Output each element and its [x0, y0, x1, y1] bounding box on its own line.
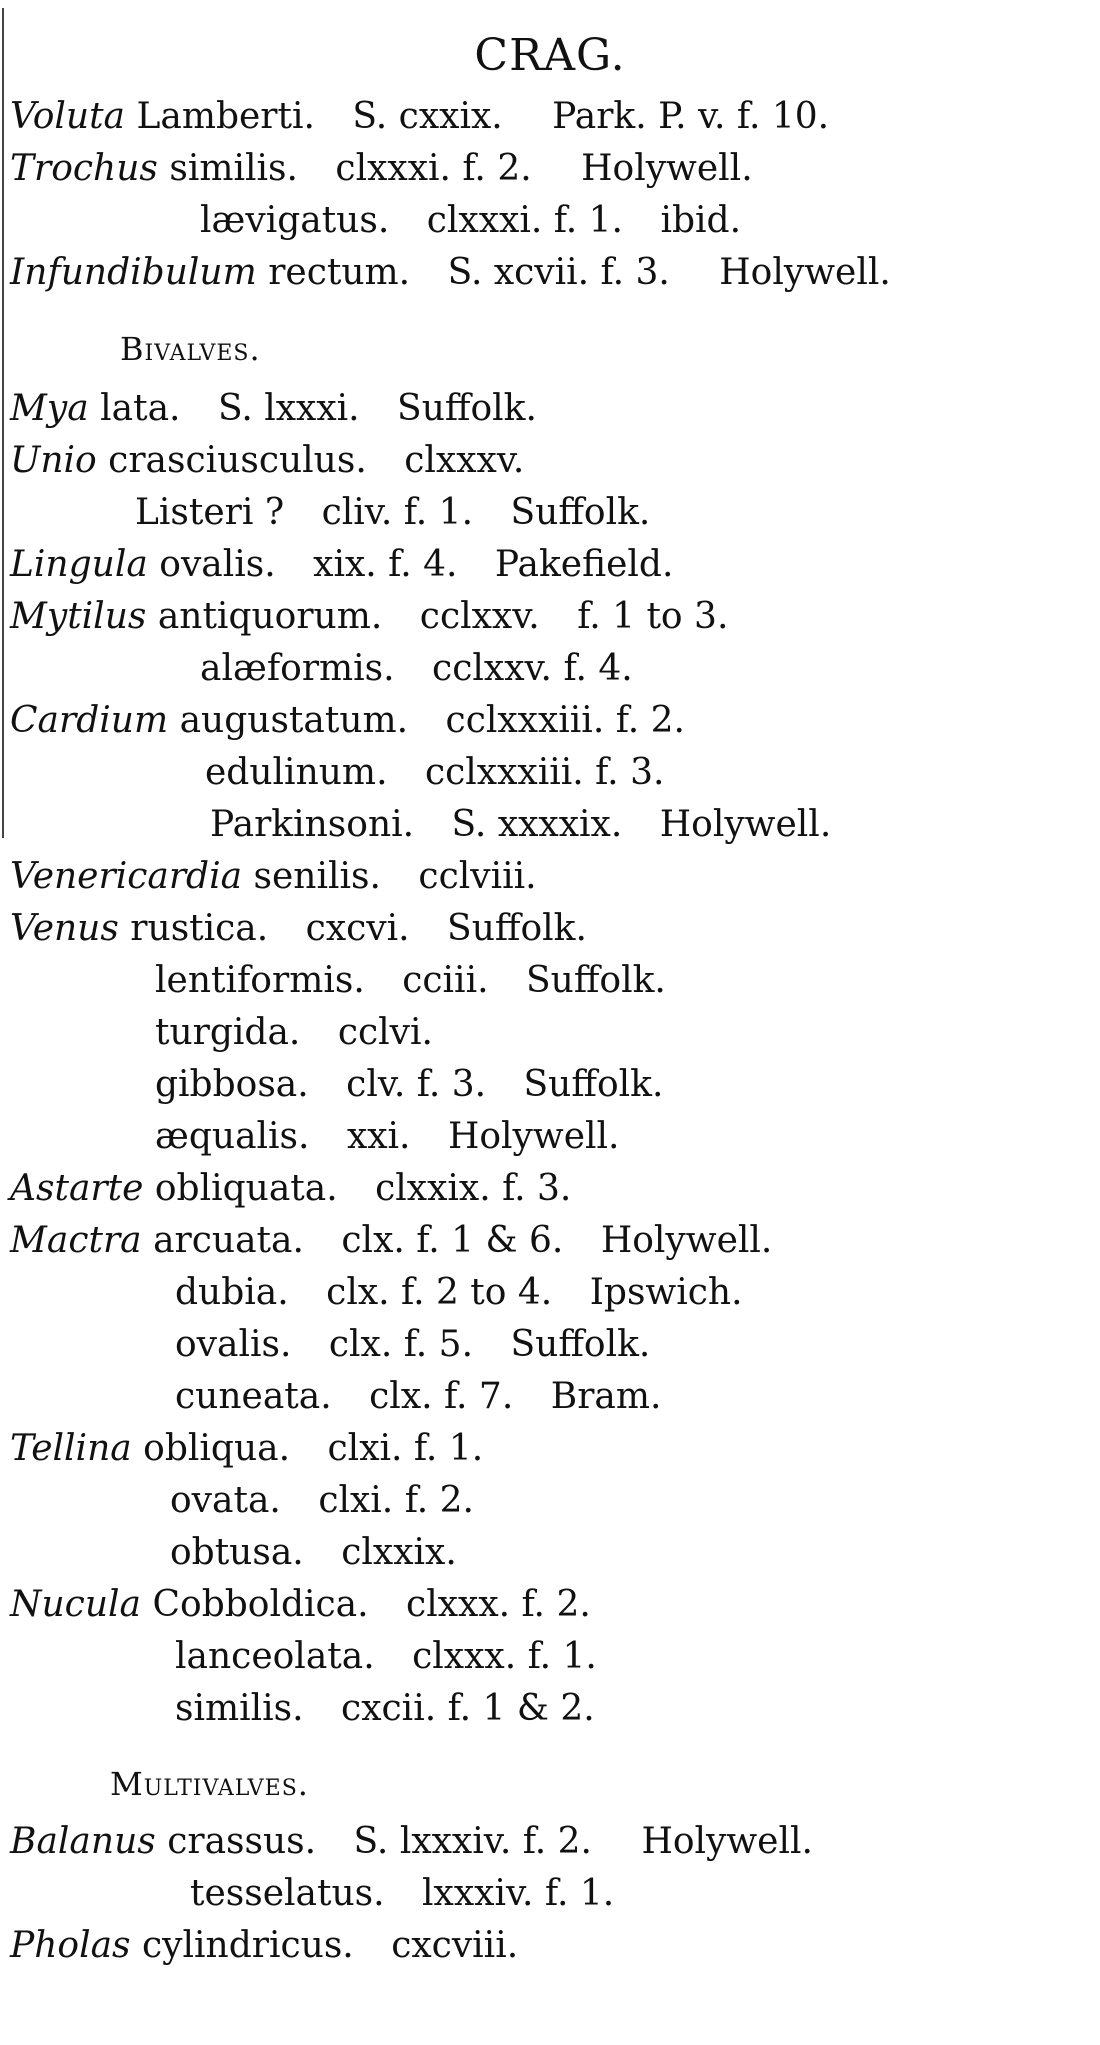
plate-reference: cxcvi. [305, 908, 410, 949]
entry-line [10, 1427, 483, 1471]
locality: Bram. [550, 1376, 662, 1417]
species-name: obliqua. [143, 1428, 291, 1469]
figure-reference: f. 1 to 3. [577, 596, 729, 637]
species-name: Listeri ? [135, 492, 285, 533]
plate-reference: xix. f. 4. [313, 544, 458, 585]
genus-name: Mya [10, 388, 89, 429]
plate-reference: clx. f. 5. [328, 1324, 474, 1365]
species-name: Cobboldica. [152, 1584, 369, 1625]
plate-reference: clv. f. 3. [346, 1064, 487, 1105]
entry-line [175, 1375, 661, 1419]
plate-reference: S. cxxix. [352, 96, 503, 137]
plate-reference: clxxxv. [404, 440, 525, 481]
entry-line [10, 1219, 772, 1263]
species-name: obliquata. [154, 1168, 338, 1209]
species-name: turgida. [155, 1012, 301, 1053]
species-name: similis. [169, 148, 298, 189]
plate-reference: clxxxi. f. 2. [335, 148, 532, 189]
plate-reference: S. xcvii. f. 3. [447, 252, 670, 293]
plate-reference: lxxxiv. f. 1. [422, 1873, 615, 1914]
genus-name: Venus [10, 908, 119, 949]
plate-reference: clxi. f. 2. [318, 1480, 474, 1521]
genus-name: Mytilus [10, 596, 147, 637]
genus-name: Pholas [10, 1925, 131, 1966]
genus-name: Cardium [10, 700, 169, 741]
genus-name: Tellina [10, 1428, 132, 1469]
entry-line [10, 855, 537, 899]
species-name: lentiformis. [155, 960, 365, 1001]
locality: Pakefield. [494, 544, 674, 585]
plate-reference: S. lxxxiv. f. 2. [353, 1821, 592, 1862]
species-name: ovalis. [159, 544, 276, 585]
species-name: dubia. [175, 1272, 289, 1313]
plate-reference: clxi. f. 1. [327, 1428, 484, 1469]
species-name: rustica. [130, 908, 269, 949]
locality: ibid. [660, 200, 742, 241]
species-name: arcuata. [153, 1220, 304, 1261]
genus-name: Lingula [10, 544, 148, 585]
plate-reference: clxxix. [341, 1532, 457, 1573]
species-name: obtusa. [170, 1532, 304, 1573]
species-name: crasciusculus. [108, 440, 367, 481]
locality: Suffolk. [525, 960, 666, 1001]
entry-line [10, 95, 829, 139]
plate-reference: clxxix. f. 3. [375, 1168, 572, 1209]
plate-reference: cliv. f. 1. [321, 492, 474, 533]
species-name: crassus. [167, 1821, 317, 1862]
genus-name: Unio [10, 440, 97, 481]
species-name: lata. [100, 388, 181, 429]
plate-reference: clx. f. 1 & 6. [341, 1220, 564, 1261]
plate-reference: cclxxxiii. f. 2. [445, 700, 685, 741]
genus-name: Voluta [10, 96, 125, 137]
entry-line [210, 803, 831, 847]
locality: Ipswich. [589, 1272, 743, 1313]
locality: Holywell. [719, 252, 891, 293]
entry-line [155, 1115, 619, 1159]
entry-line [10, 595, 728, 639]
section-heading-bivalves: Bivalves. [120, 330, 261, 368]
entry-line [170, 1531, 457, 1575]
locality: Suffolk. [447, 908, 587, 949]
entry-line [10, 387, 537, 431]
species-name: rectum. [268, 252, 411, 293]
species-name: tesselatus. [190, 1873, 385, 1914]
species-name: ovata. [170, 1480, 281, 1521]
plate-reference: cciii. [402, 960, 489, 1001]
entry-line [10, 439, 524, 483]
entry-line [205, 751, 664, 795]
locality: Holywell. [581, 148, 753, 189]
plate-reference: clxxx. f. 1. [412, 1636, 597, 1677]
genus-name: Nucula [10, 1584, 142, 1625]
genus-name: Trochus [10, 148, 158, 189]
species-name: edulinum. [205, 752, 388, 793]
locality: Suffolk. [397, 388, 537, 429]
locality: Holywell. [600, 1220, 773, 1261]
plate-reference: cxcviii. [391, 1925, 519, 1966]
species-name: Parkinsoni. [210, 804, 415, 845]
species-name: æqualis. [155, 1116, 310, 1157]
locality: Suffolk. [510, 1324, 651, 1365]
species-name: augustatum. [179, 700, 409, 741]
plate-reference: clx. f. 2 to 4. [326, 1272, 553, 1313]
entry-line [10, 1924, 518, 1968]
entry-line [135, 491, 650, 535]
species-name: lævigatus. [200, 200, 390, 241]
plate-reference: clxxx. f. 2. [406, 1584, 591, 1625]
entry-line [190, 1872, 614, 1916]
entry-line [10, 1167, 571, 1211]
entry-line [175, 1687, 595, 1731]
species-name: Lamberti. [136, 96, 315, 137]
entry-line [10, 147, 753, 191]
plate-reference: S. lxxxi. [217, 388, 360, 429]
entry-line [10, 1583, 591, 1627]
genus-name: Infundibulum [10, 252, 257, 293]
entry-line [200, 199, 741, 243]
entry-line [10, 251, 891, 295]
species-name: cylindricus. [142, 1925, 354, 1966]
entry-line [170, 1479, 474, 1523]
plate-reference: cclvi. [337, 1012, 433, 1053]
plate-reference: clxxxi. f. 1. [426, 200, 623, 241]
locality: Holywell. [447, 1116, 620, 1157]
species-name: cuneata. [175, 1376, 332, 1417]
species-name: lanceolata. [175, 1636, 375, 1677]
entry-line [10, 543, 673, 587]
margin-rule [2, 8, 4, 838]
plate-reference: xxi. [346, 1116, 411, 1157]
plate-reference: S. xxxxix. [451, 804, 623, 845]
genus-name: Astarte [10, 1168, 144, 1209]
species-name: ovalis. [175, 1324, 292, 1365]
plate-reference: cclxxxiii. f. 3. [424, 752, 665, 793]
entry-line [155, 959, 666, 1003]
plate-reference: cxcii. f. 1 & 2. [341, 1688, 595, 1729]
locality: Suffolk. [523, 1064, 664, 1105]
genus-name: Venericardia [10, 856, 243, 897]
entry-line [175, 1635, 597, 1679]
entry-line [155, 1011, 433, 1055]
species-name: gibbosa. [155, 1064, 309, 1105]
genus-name: Balanus [10, 1821, 156, 1862]
species-name: antiquorum. [157, 596, 383, 637]
locality: Park. P. v. f. 10. [552, 96, 830, 137]
locality: Holywell. [659, 804, 832, 845]
entry-line [10, 1820, 813, 1864]
species-name: senilis. [253, 856, 381, 897]
locality: Suffolk. [510, 492, 651, 533]
entry-line [175, 1323, 650, 1367]
entry-line [175, 1271, 743, 1315]
plate-reference: cclviii. [418, 856, 537, 897]
plate-reference: cclxxv. f. 4. [432, 648, 633, 689]
entry-line [200, 647, 633, 691]
plate-reference: cclxxv. [419, 596, 540, 637]
locality: Holywell. [641, 1821, 813, 1862]
entry-line [155, 1063, 663, 1107]
plate-reference: clx. f. 7. [369, 1376, 514, 1417]
section-heading-multivalves: Multivalves. [110, 1765, 309, 1803]
species-name: alæformis. [200, 648, 395, 689]
entry-line [10, 907, 587, 951]
species-name: similis. [175, 1688, 304, 1729]
page-title: CRAG. [474, 30, 626, 81]
genus-name: Mactra [10, 1220, 142, 1261]
entry-line [10, 699, 685, 743]
